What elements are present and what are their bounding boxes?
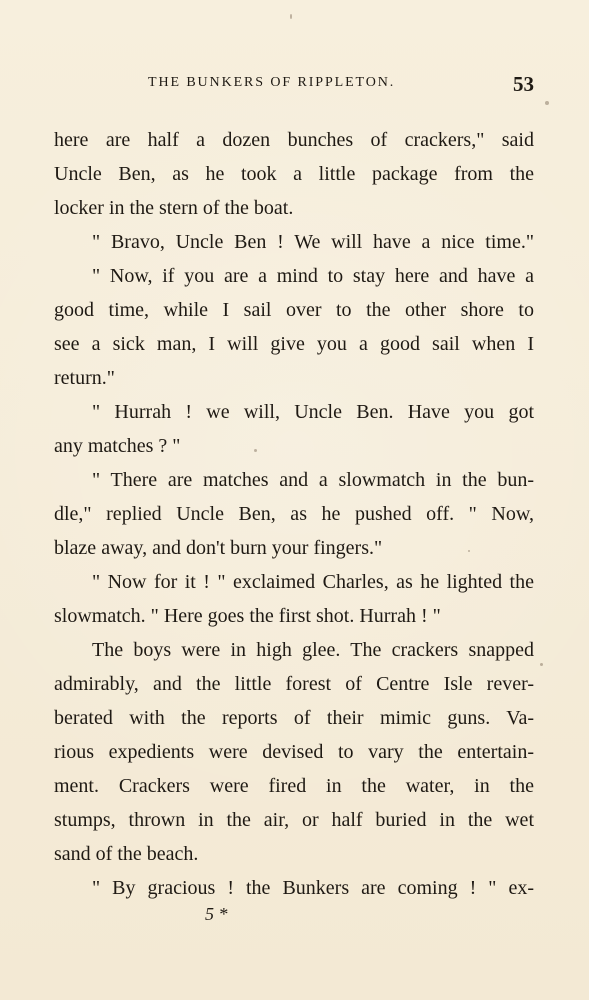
text-line: slowmatch. " Here goes the first shot. Hurrah ! " [54, 605, 441, 627]
text-line: " Now, if you are a mind to stay here and have a [92, 265, 534, 287]
paper-speck [254, 449, 257, 452]
text-line: see a sick man, I will give you a good sail when I [54, 333, 534, 355]
text-line: ment. Crackers were fired in the water, in the [54, 775, 534, 797]
paper-speck [290, 14, 292, 19]
paper-speck [468, 550, 470, 552]
text-line: The boys were in high glee. The crackers snapped [92, 639, 534, 661]
text-line: sand of the beach. [54, 843, 199, 865]
text-line: dle," replied Uncle Ben, as he pushed off. " Now, [54, 503, 534, 525]
text-line: " There are matches and a slowmatch in the bun- [92, 469, 534, 491]
text-line: " Bravo, Uncle Ben ! We will have a nice time." [92, 231, 534, 253]
running-title: THE BUNKERS OF RIPPLETON. [148, 75, 396, 90]
signature-mark: 5 * [205, 904, 228, 924]
paper-speck [540, 663, 543, 666]
text-line: Uncle Ben, as he took a little package from the [54, 163, 534, 185]
text-line: rious expedients were devised to vary the entertain- [54, 741, 534, 763]
page-header [54, 72, 534, 99]
text-line: locker in the stern of the boat. [54, 197, 294, 219]
text-line: stumps, thrown in the air, or half buried in the wet [54, 809, 534, 831]
text-line: admirably, and the little forest of Centre Isle rever- [54, 673, 534, 695]
paper-speck [545, 101, 549, 105]
text-line: blaze away, and don't burn your fingers." [54, 537, 383, 559]
text-line: " Now for it ! " exclaimed Charles, as he lighted the [92, 571, 534, 593]
text-line: any matches ? " [54, 435, 181, 457]
text-line: here are half a dozen bunches of crackers," said [54, 129, 534, 151]
text-line: berated with the reports of their mimic guns. Va- [54, 707, 534, 729]
text-line: return." [54, 367, 115, 389]
text-line: " By gracious ! the Bunkers are coming ! " ex- [92, 877, 534, 899]
page-number: 53 [513, 72, 534, 96]
text-line: " Hurrah ! we will, Uncle Ben. Have you got [92, 401, 534, 423]
text-line: good time, while I sail over to the other shore to [54, 299, 534, 321]
